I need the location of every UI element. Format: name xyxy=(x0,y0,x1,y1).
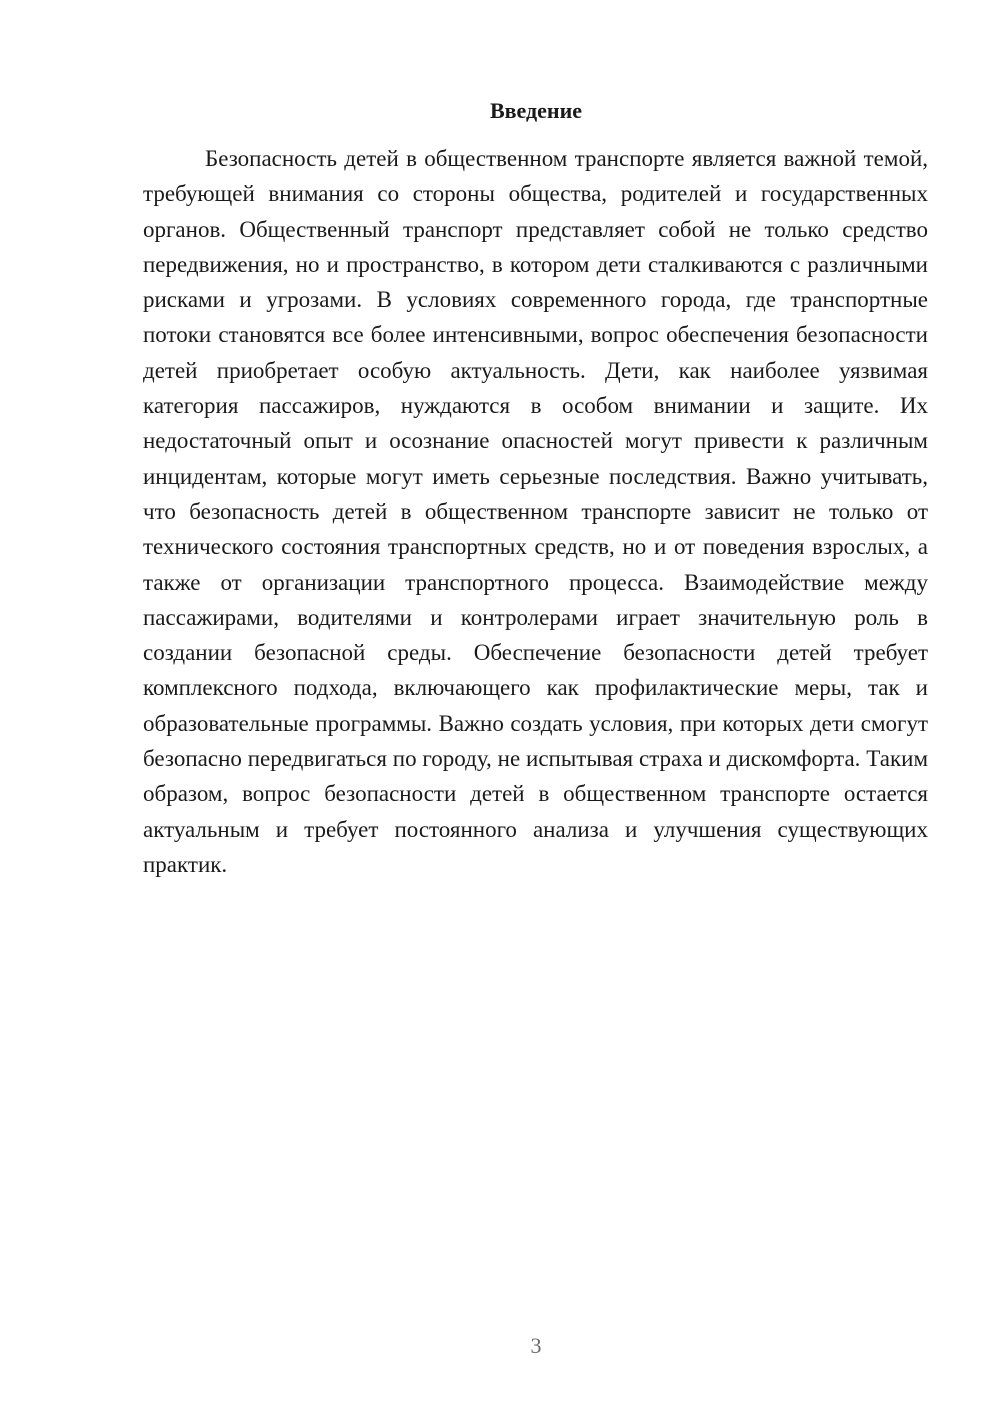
page-number: 3 xyxy=(530,1333,542,1358)
section-heading: Введение xyxy=(489,98,583,123)
body-paragraph: Безопасность детей в общественном транспорте является важной темой, требующей внимания со стороны общества, родителей и государственных органов. Общественный транспорт представляет собой не только средство передвижения, но и пространство, в котором дети сталкиваются с различными рисками и угрозами. В условиях современного города, где транспортные потоки становятся все более интенсивными, вопрос обеспечения безопасности детей приобретает особую актуальность. Дети, как наиболее уязвимая категория пассажиров, нуждаются в особом внимании и защите. Их недостаточный опыт и осознание опасностей могут привести к различным инцидентам, которые могут иметь серьезные последствия. Важно учитывать, что безопасность детей в общественном транспорте зависит не только от технического состояния транспортных средств, но и от поведения взрослых, а также от организации транспортного процесса. Взаимодействие между пассажирами, водителями и контролерами играет значительную роль в создании безопасной среды. Обеспечение безопасности детей требует комплексного подхода, включающего как профилактические меры, так и образовательные программы. Важно создать условия, при которых дети смогут безопасно передвигаться по городу, не испытывая страха и дискомфорта. Таким образом, вопрос безопасности детей в общественном транспорте остается актуальным и требует постоянного анализа и улучшения существующих практик. xyxy=(143,146,928,877)
